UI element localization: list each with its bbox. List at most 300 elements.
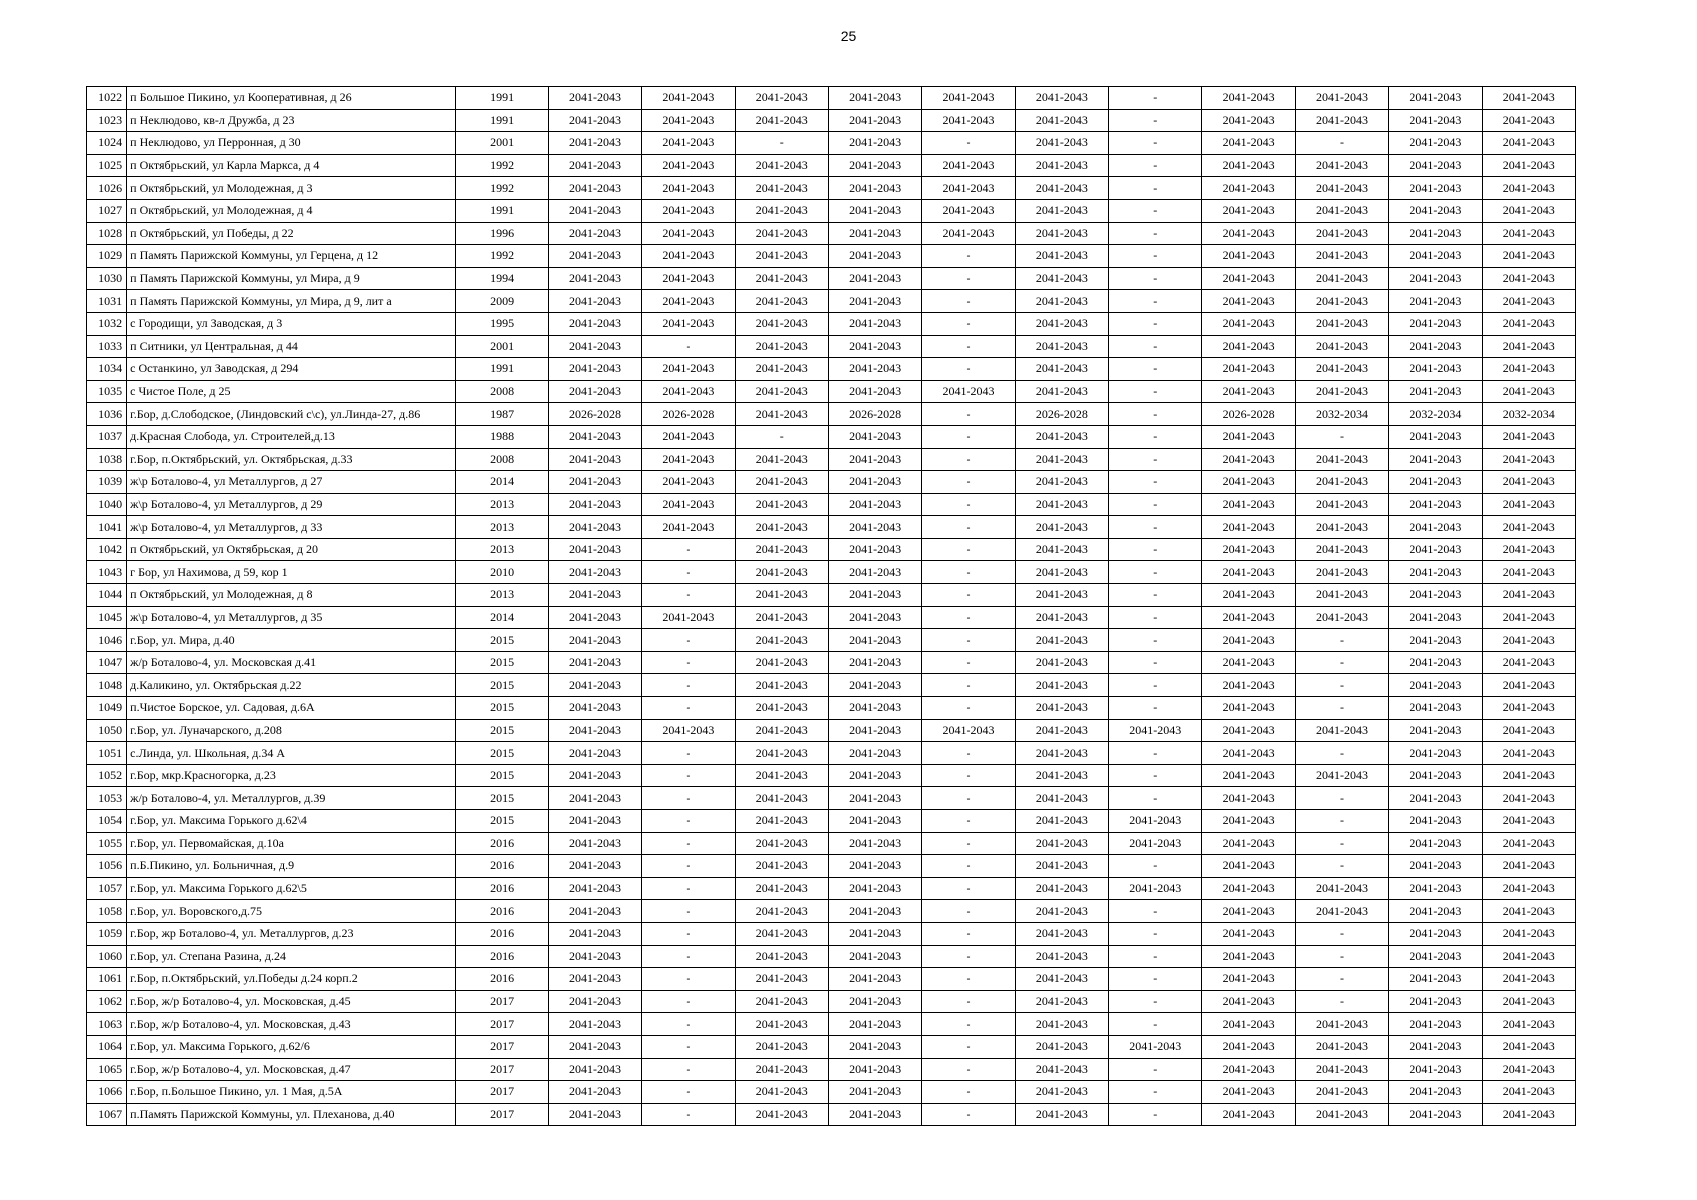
cell-period-1: 2041-2043 — [548, 561, 641, 584]
cell-period-6: 2041-2043 — [1015, 561, 1108, 584]
cell-row-number: 1032 — [87, 312, 127, 335]
cell-period-4: 2041-2043 — [828, 855, 921, 878]
cell-row-number: 1036 — [87, 403, 127, 426]
cell-period-7: - — [1109, 199, 1202, 222]
cell-address: ж\р Боталово-4, ул Металлургов, д 33 — [127, 516, 456, 539]
cell-period-9: 2041-2043 — [1295, 358, 1388, 381]
cell-row-number: 1030 — [87, 267, 127, 290]
cell-period-8: 2041-2043 — [1202, 380, 1295, 403]
cell-period-3: 2041-2043 — [735, 1103, 828, 1126]
cell-period-2: 2041-2043 — [642, 358, 735, 381]
cell-period-9: 2041-2043 — [1295, 1035, 1388, 1058]
table-row — [87, 832, 1576, 855]
cell-period-7: - — [1109, 855, 1202, 878]
cell-address: г.Бор, д.Слободское, (Линдовский с\с), ул.Линда-27, д.86 — [127, 403, 456, 426]
cell-period-7: - — [1109, 358, 1202, 381]
cell-period-2: 2041-2043 — [642, 493, 735, 516]
cell-period-6: 2041-2043 — [1015, 629, 1108, 652]
cell-period-5: - — [922, 674, 1015, 697]
cell-address: п.Б.Пикино, ул. Больничная, д.9 — [127, 855, 456, 878]
cell-year-built: 2016 — [456, 922, 548, 945]
cell-period-9: 2041-2043 — [1295, 245, 1388, 268]
cell-row-number: 1047 — [87, 651, 127, 674]
cell-period-6: 2041-2043 — [1015, 1035, 1108, 1058]
cell-period-4: 2041-2043 — [828, 312, 921, 335]
cell-period-9: - — [1295, 922, 1388, 945]
cell-year-built: 2015 — [456, 764, 548, 787]
cell-period-9: 2041-2043 — [1295, 87, 1388, 110]
cell-period-2: 2041-2043 — [642, 109, 735, 132]
cell-period-10: 2041-2043 — [1389, 471, 1482, 494]
cell-period-4: 2041-2043 — [828, 1035, 921, 1058]
cell-period-2: - — [642, 1035, 735, 1058]
cell-period-3: 2041-2043 — [735, 154, 828, 177]
cell-period-2: - — [642, 1058, 735, 1081]
cell-period-2: 2041-2043 — [642, 132, 735, 155]
cell-address: п Ситники, ул Центральная, д 44 — [127, 335, 456, 358]
cell-period-11: 2041-2043 — [1482, 109, 1575, 132]
table-row — [87, 471, 1576, 494]
cell-period-1: 2041-2043 — [548, 922, 641, 945]
cell-period-4: 2041-2043 — [828, 877, 921, 900]
cell-period-10: 2041-2043 — [1389, 290, 1482, 313]
table-row — [87, 109, 1576, 132]
cell-period-5: 2041-2043 — [922, 154, 1015, 177]
cell-row-number: 1045 — [87, 606, 127, 629]
cell-period-7: - — [1109, 764, 1202, 787]
table-row — [87, 810, 1576, 833]
cell-period-3: 2041-2043 — [735, 922, 828, 945]
cell-period-4: 2041-2043 — [828, 697, 921, 720]
cell-period-11: 2041-2043 — [1482, 922, 1575, 945]
cell-period-8: 2041-2043 — [1202, 516, 1295, 539]
cell-period-11: 2041-2043 — [1482, 87, 1575, 110]
cell-period-10: 2041-2043 — [1389, 584, 1482, 607]
cell-row-number: 1052 — [87, 764, 127, 787]
cell-period-4: 2041-2043 — [828, 945, 921, 968]
cell-period-6: 2041-2043 — [1015, 245, 1108, 268]
cell-year-built: 2015 — [456, 629, 548, 652]
cell-period-10: 2041-2043 — [1389, 109, 1482, 132]
table-row — [87, 154, 1576, 177]
cell-period-6: 2041-2043 — [1015, 606, 1108, 629]
table-row — [87, 719, 1576, 742]
cell-year-built: 2015 — [456, 651, 548, 674]
cell-period-2: - — [642, 990, 735, 1013]
table-row — [87, 584, 1576, 607]
cell-address: г.Бор, п.Большое Пикино, ул. 1 Мая, д.5А — [127, 1081, 456, 1104]
cell-period-10: 2041-2043 — [1389, 87, 1482, 110]
cell-row-number: 1038 — [87, 448, 127, 471]
cell-period-9: 2041-2043 — [1295, 719, 1388, 742]
cell-period-3: 2041-2043 — [735, 719, 828, 742]
cell-period-6: 2041-2043 — [1015, 1013, 1108, 1036]
cell-period-5: 2041-2043 — [922, 177, 1015, 200]
cell-period-4: 2041-2043 — [828, 1103, 921, 1126]
cell-period-5: - — [922, 335, 1015, 358]
cell-period-8: 2041-2043 — [1202, 448, 1295, 471]
table-row — [87, 629, 1576, 652]
cell-period-7: - — [1109, 900, 1202, 923]
cell-row-number: 1031 — [87, 290, 127, 313]
cell-period-6: 2041-2043 — [1015, 516, 1108, 539]
cell-period-10: 2041-2043 — [1389, 132, 1482, 155]
cell-period-8: 2041-2043 — [1202, 697, 1295, 720]
cell-period-1: 2041-2043 — [548, 448, 641, 471]
cell-year-built: 2008 — [456, 448, 548, 471]
cell-address: г.Бор, ул. Мира, д.40 — [127, 629, 456, 652]
cell-period-11: 2041-2043 — [1482, 516, 1575, 539]
cell-period-11: 2041-2043 — [1482, 358, 1575, 381]
cell-period-11: 2041-2043 — [1482, 154, 1575, 177]
cell-period-3: 2041-2043 — [735, 900, 828, 923]
cell-period-3: 2041-2043 — [735, 697, 828, 720]
cell-period-8: 2041-2043 — [1202, 855, 1295, 878]
cell-period-6: 2026-2028 — [1015, 403, 1108, 426]
cell-period-5: - — [922, 425, 1015, 448]
cell-address: п Октябрьский, ул Молодежная, д 8 — [127, 584, 456, 607]
cell-address: г.Бор, ул. Первомайская, д.10а — [127, 832, 456, 855]
cell-period-8: 2041-2043 — [1202, 945, 1295, 968]
cell-period-8: 2041-2043 — [1202, 177, 1295, 200]
cell-year-built: 2013 — [456, 538, 548, 561]
cell-year-built: 2013 — [456, 584, 548, 607]
cell-period-8: 2041-2043 — [1202, 222, 1295, 245]
cell-period-4: 2041-2043 — [828, 764, 921, 787]
cell-period-10: 2041-2043 — [1389, 358, 1482, 381]
cell-period-2: 2041-2043 — [642, 222, 735, 245]
cell-period-1: 2041-2043 — [548, 697, 641, 720]
cell-period-8: 2041-2043 — [1202, 358, 1295, 381]
cell-period-7: - — [1109, 222, 1202, 245]
cell-period-9: 2041-2043 — [1295, 584, 1388, 607]
cell-period-5: - — [922, 1035, 1015, 1058]
cell-row-number: 1048 — [87, 674, 127, 697]
cell-period-2: 2041-2043 — [642, 87, 735, 110]
cell-period-3: 2041-2043 — [735, 109, 828, 132]
cell-period-8: 2041-2043 — [1202, 764, 1295, 787]
cell-address: г.Бор, ул. Воровского,д.75 — [127, 900, 456, 923]
cell-row-number: 1039 — [87, 471, 127, 494]
cell-period-2: - — [642, 810, 735, 833]
cell-period-3: 2041-2043 — [735, 222, 828, 245]
cell-period-10: 2041-2043 — [1389, 516, 1482, 539]
cell-period-9: 2041-2043 — [1295, 877, 1388, 900]
cell-year-built: 1992 — [456, 154, 548, 177]
cell-period-1: 2041-2043 — [548, 832, 641, 855]
cell-period-5: - — [922, 448, 1015, 471]
cell-period-4: 2041-2043 — [828, 1081, 921, 1104]
cell-period-1: 2041-2043 — [548, 629, 641, 652]
cell-address: д.Красная Слобода, ул. Строителей,д.13 — [127, 425, 456, 448]
cell-period-8: 2041-2043 — [1202, 561, 1295, 584]
table-row — [87, 877, 1576, 900]
cell-period-7: - — [1109, 606, 1202, 629]
cell-period-3: 2041-2043 — [735, 787, 828, 810]
cell-row-number: 1059 — [87, 922, 127, 945]
cell-period-3: 2041-2043 — [735, 199, 828, 222]
cell-period-7: - — [1109, 109, 1202, 132]
cell-period-8: 2041-2043 — [1202, 1035, 1295, 1058]
cell-period-1: 2041-2043 — [548, 1103, 641, 1126]
cell-period-6: 2041-2043 — [1015, 945, 1108, 968]
cell-period-7: - — [1109, 561, 1202, 584]
table-row — [87, 493, 1576, 516]
cell-period-5: 2041-2043 — [922, 87, 1015, 110]
cell-period-3: 2041-2043 — [735, 448, 828, 471]
cell-period-5: - — [922, 1013, 1015, 1036]
cell-period-11: 2032-2034 — [1482, 403, 1575, 426]
table-row — [87, 516, 1576, 539]
cell-row-number: 1066 — [87, 1081, 127, 1104]
cell-period-1: 2041-2043 — [548, 290, 641, 313]
cell-address: п Неклюдово, кв-л Дружба, д 23 — [127, 109, 456, 132]
cell-period-2: - — [642, 1103, 735, 1126]
cell-period-1: 2041-2043 — [548, 742, 641, 765]
cell-period-8: 2041-2043 — [1202, 335, 1295, 358]
cell-period-2: - — [642, 742, 735, 765]
cell-period-4: 2041-2043 — [828, 1013, 921, 1036]
cell-period-7: 2041-2043 — [1109, 810, 1202, 833]
cell-period-7: - — [1109, 177, 1202, 200]
cell-period-7: - — [1109, 290, 1202, 313]
cell-period-10: 2041-2043 — [1389, 425, 1482, 448]
page-number: 25 — [840, 28, 857, 44]
cell-period-11: 2041-2043 — [1482, 764, 1575, 787]
cell-period-4: 2041-2043 — [828, 245, 921, 268]
cell-address: п Память Парижской Коммуны, ул Мира, д 9, лит а — [127, 290, 456, 313]
cell-year-built: 2016 — [456, 877, 548, 900]
cell-period-5: - — [922, 900, 1015, 923]
cell-period-5: - — [922, 516, 1015, 539]
cell-period-11: 2041-2043 — [1482, 719, 1575, 742]
cell-year-built: 2017 — [456, 990, 548, 1013]
cell-year-built: 2015 — [456, 787, 548, 810]
cell-period-10: 2041-2043 — [1389, 1103, 1482, 1126]
cell-period-11: 2041-2043 — [1482, 742, 1575, 765]
cell-period-5: - — [922, 922, 1015, 945]
cell-period-10: 2041-2043 — [1389, 877, 1482, 900]
cell-period-8: 2041-2043 — [1202, 87, 1295, 110]
cell-period-2: - — [642, 877, 735, 900]
cell-period-8: 2041-2043 — [1202, 245, 1295, 268]
cell-period-10: 2032-2034 — [1389, 403, 1482, 426]
cell-period-11: 2041-2043 — [1482, 832, 1575, 855]
cell-period-4: 2041-2043 — [828, 1058, 921, 1081]
cell-period-8: 2041-2043 — [1202, 674, 1295, 697]
cell-address: г.Бор, ж/р Боталово-4, ул. Московская, д.43 — [127, 1013, 456, 1036]
cell-period-8: 2026-2028 — [1202, 403, 1295, 426]
cell-period-5: - — [922, 629, 1015, 652]
cell-period-3: 2041-2043 — [735, 1058, 828, 1081]
cell-period-1: 2041-2043 — [548, 968, 641, 991]
cell-period-7: - — [1109, 516, 1202, 539]
cell-period-10: 2041-2043 — [1389, 267, 1482, 290]
cell-period-6: 2041-2043 — [1015, 358, 1108, 381]
cell-row-number: 1057 — [87, 877, 127, 900]
table-body — [87, 87, 1576, 1126]
cell-period-8: 2041-2043 — [1202, 199, 1295, 222]
cell-period-3: 2041-2043 — [735, 877, 828, 900]
cell-period-6: 2041-2043 — [1015, 1103, 1108, 1126]
cell-period-4: 2041-2043 — [828, 448, 921, 471]
cell-period-6: 2041-2043 — [1015, 832, 1108, 855]
cell-period-1: 2041-2043 — [548, 1035, 641, 1058]
cell-period-5: 2041-2043 — [922, 719, 1015, 742]
cell-period-1: 2041-2043 — [548, 1081, 641, 1104]
cell-address: ж/р Боталово-4, ул. Металлургов, д.39 — [127, 787, 456, 810]
cell-period-11: 2041-2043 — [1482, 990, 1575, 1013]
cell-period-7: - — [1109, 584, 1202, 607]
cell-period-4: 2041-2043 — [828, 516, 921, 539]
cell-period-7: - — [1109, 538, 1202, 561]
cell-period-9: - — [1295, 674, 1388, 697]
cell-row-number: 1051 — [87, 742, 127, 765]
cell-period-9: 2041-2043 — [1295, 900, 1388, 923]
cell-period-1: 2041-2043 — [548, 267, 641, 290]
cell-period-8: 2041-2043 — [1202, 719, 1295, 742]
cell-period-4: 2041-2043 — [828, 606, 921, 629]
cell-period-6: 2041-2043 — [1015, 538, 1108, 561]
cell-period-9: 2041-2043 — [1295, 561, 1388, 584]
cell-period-9: 2041-2043 — [1295, 290, 1388, 313]
cell-period-3: 2041-2043 — [735, 538, 828, 561]
cell-address: г.Бор, ж/р Боталово-4, ул. Московская, д.47 — [127, 1058, 456, 1081]
cell-address: г.Бор, жр Боталово-4, ул. Металлургов, д.23 — [127, 922, 456, 945]
cell-period-9: 2041-2043 — [1295, 154, 1388, 177]
cell-period-11: 2041-2043 — [1482, 538, 1575, 561]
table-row — [87, 177, 1576, 200]
cell-period-11: 2041-2043 — [1482, 132, 1575, 155]
cell-year-built: 2014 — [456, 606, 548, 629]
cell-year-built: 2016 — [456, 968, 548, 991]
cell-period-9: 2041-2043 — [1295, 1058, 1388, 1081]
cell-address: г.Бор, п.Октябрьский, ул.Победы д.24 корп.2 — [127, 968, 456, 991]
cell-period-10: 2041-2043 — [1389, 380, 1482, 403]
cell-period-6: 2041-2043 — [1015, 900, 1108, 923]
cell-period-2: - — [642, 900, 735, 923]
cell-period-3: 2041-2043 — [735, 380, 828, 403]
cell-row-number: 1050 — [87, 719, 127, 742]
cell-year-built: 2016 — [456, 900, 548, 923]
cell-period-8: 2041-2043 — [1202, 900, 1295, 923]
cell-period-9: 2041-2043 — [1295, 1081, 1388, 1104]
cell-period-6: 2041-2043 — [1015, 132, 1108, 155]
cell-period-7: - — [1109, 1013, 1202, 1036]
cell-period-4: 2041-2043 — [828, 87, 921, 110]
cell-row-number: 1046 — [87, 629, 127, 652]
cell-year-built: 1991 — [456, 87, 548, 110]
cell-period-9: 2041-2043 — [1295, 471, 1388, 494]
cell-period-9: - — [1295, 787, 1388, 810]
table-row — [87, 922, 1576, 945]
cell-period-10: 2041-2043 — [1389, 742, 1482, 765]
cell-period-10: 2041-2043 — [1389, 990, 1482, 1013]
cell-period-2: 2041-2043 — [642, 312, 735, 335]
cell-period-6: 2041-2043 — [1015, 719, 1108, 742]
cell-year-built: 2017 — [456, 1058, 548, 1081]
cell-address: п.Память Парижской Коммуны, ул. Плеханова, д.40 — [127, 1103, 456, 1126]
cell-period-10: 2041-2043 — [1389, 810, 1482, 833]
cell-period-1: 2041-2043 — [548, 425, 641, 448]
cell-period-4: 2041-2043 — [828, 561, 921, 584]
cell-year-built: 2013 — [456, 493, 548, 516]
cell-period-6: 2041-2043 — [1015, 990, 1108, 1013]
cell-period-5: 2041-2043 — [922, 109, 1015, 132]
cell-period-11: 2041-2043 — [1482, 1058, 1575, 1081]
cell-period-3: 2041-2043 — [735, 1013, 828, 1036]
cell-period-6: 2041-2043 — [1015, 312, 1108, 335]
cell-period-2: 2041-2043 — [642, 380, 735, 403]
cell-period-9: 2041-2043 — [1295, 516, 1388, 539]
cell-period-7: 2041-2043 — [1109, 1035, 1202, 1058]
cell-period-1: 2041-2043 — [548, 810, 641, 833]
cell-period-8: 2041-2043 — [1202, 493, 1295, 516]
table-row — [87, 425, 1576, 448]
cell-year-built: 2014 — [456, 471, 548, 494]
cell-period-5: - — [922, 132, 1015, 155]
cell-period-3: - — [735, 425, 828, 448]
table-row — [87, 606, 1576, 629]
cell-period-6: 2041-2043 — [1015, 222, 1108, 245]
table-row — [87, 1013, 1576, 1036]
cell-period-1: 2041-2043 — [548, 719, 641, 742]
table-row — [87, 245, 1576, 268]
cell-row-number: 1067 — [87, 1103, 127, 1126]
cell-period-11: 2041-2043 — [1482, 312, 1575, 335]
cell-period-9: 2041-2043 — [1295, 222, 1388, 245]
cell-period-3: 2041-2043 — [735, 651, 828, 674]
cell-period-5: - — [922, 267, 1015, 290]
cell-row-number: 1037 — [87, 425, 127, 448]
cell-period-3: 2041-2043 — [735, 674, 828, 697]
cell-period-6: 2041-2043 — [1015, 1081, 1108, 1104]
cell-period-7: - — [1109, 922, 1202, 945]
cell-address: ж\р Боталово-4, ул Металлургов, д 27 — [127, 471, 456, 494]
cell-period-1: 2041-2043 — [548, 177, 641, 200]
cell-year-built: 2016 — [456, 945, 548, 968]
cell-year-built: 2015 — [456, 674, 548, 697]
cell-period-4: 2041-2043 — [828, 267, 921, 290]
cell-period-5: - — [922, 1058, 1015, 1081]
cell-period-2: - — [642, 335, 735, 358]
cell-row-number: 1064 — [87, 1035, 127, 1058]
cell-period-6: 2041-2043 — [1015, 154, 1108, 177]
cell-period-9: - — [1295, 742, 1388, 765]
cell-period-4: 2041-2043 — [828, 629, 921, 652]
cell-period-9: - — [1295, 697, 1388, 720]
cell-period-2: 2041-2043 — [642, 425, 735, 448]
cell-period-7: 2041-2043 — [1109, 877, 1202, 900]
cell-period-1: 2041-2043 — [548, 1058, 641, 1081]
cell-period-10: 2041-2043 — [1389, 651, 1482, 674]
cell-period-2: 2041-2043 — [642, 154, 735, 177]
table-row — [87, 990, 1576, 1013]
cell-address: с Чистое Поле, д 25 — [127, 380, 456, 403]
cell-address: с.Линда, ул. Школьная, д.34 А — [127, 742, 456, 765]
cell-period-5: - — [922, 403, 1015, 426]
cell-row-number: 1065 — [87, 1058, 127, 1081]
cell-period-6: 2041-2043 — [1015, 584, 1108, 607]
cell-row-number: 1061 — [87, 968, 127, 991]
cell-period-1: 2041-2043 — [548, 516, 641, 539]
cell-period-7: - — [1109, 493, 1202, 516]
table-row — [87, 764, 1576, 787]
cell-row-number: 1026 — [87, 177, 127, 200]
cell-period-9: - — [1295, 945, 1388, 968]
cell-period-4: 2041-2043 — [828, 810, 921, 833]
cell-period-10: 2041-2043 — [1389, 335, 1482, 358]
